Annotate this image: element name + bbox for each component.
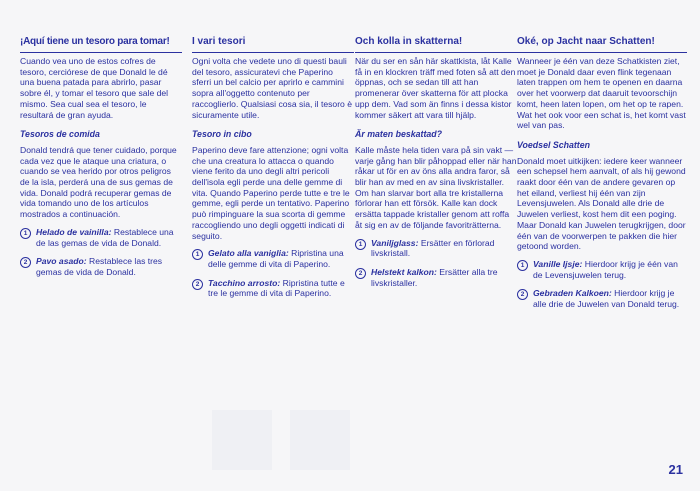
item-description: Ersätter en förlorad livskristall. bbox=[371, 237, 495, 259]
body-paragraph: Donald moet uitkijken: iedere keer wanneer een schepsel hem aanvalt, of als hij gewond raakt door één van de andere gevaren op het eiland, verliest hij één van zijn Levensjuwelen. Als Donald alle drie de Juwelen verliest, kost hem dit een poging. Maar Donald kan Juwelen terugkrijgen, door één van de voorwerpen te pakken die hier getoond worden. bbox=[517, 155, 686, 252]
item-name: Vaniljglass: bbox=[371, 237, 419, 248]
body-paragraph: Donald tendrá que tener cuidado, porque cada vez que le ataque una criatura, o cuando se vea herido por otros peligros de la isla, perderá una de sus gemas de vida. Donald podrá recuperar gemas de vida tomando uno de los artículos mostrados a continuación. bbox=[20, 144, 177, 220]
subheading: Tesoros de comida bbox=[20, 129, 100, 140]
list-item bbox=[192, 278, 354, 299]
column-title: I vari tesori bbox=[192, 36, 354, 53]
column-spanish bbox=[20, 36, 182, 286]
page-number: 21 bbox=[668, 462, 683, 477]
item-number-badge: 2 bbox=[20, 257, 31, 268]
item-number-badge: 2 bbox=[517, 289, 528, 300]
item-description: Restablece una de las gemas de vida de Donald. bbox=[36, 226, 174, 248]
column-italian bbox=[192, 36, 354, 307]
list-item bbox=[20, 227, 182, 248]
item-number-badge: 1 bbox=[355, 239, 366, 250]
item-name: Gebraden Kalkoen: bbox=[533, 288, 612, 299]
item-name: Gelato alla vaniglia: bbox=[208, 248, 289, 259]
item-name: Helado de vainilla: bbox=[36, 226, 112, 237]
item-name: Vanille Ijsje: bbox=[533, 258, 583, 269]
item-name: Tacchino arrosto: bbox=[208, 277, 281, 288]
item-description: Restablece las tres gemas de vida de Donald. bbox=[36, 256, 163, 277]
list-item bbox=[517, 288, 687, 309]
list-item bbox=[355, 238, 517, 259]
intro-paragraph: Wanneer je één van deze Schatkisten ziet, moet je Donald daar even flink tegenaan laten trappen om hem te openen en daarna over het voorwerp dat daaruit tevoorschijn komt, heen laten lopen, om het op te rapen. Wat het ook voor een schat is, het komt vast wel van pas. bbox=[517, 56, 686, 131]
item-number-badge: 2 bbox=[192, 279, 203, 290]
item-description: Hierdoor krijg je alle drie de Juwelen van Donald terug. bbox=[533, 288, 680, 310]
item-number-badge: 2 bbox=[355, 268, 366, 279]
print-shadow bbox=[212, 410, 272, 470]
list-item bbox=[192, 248, 354, 269]
item-number-badge: 1 bbox=[20, 228, 31, 239]
intro-paragraph: Cuando vea uno de estos cofres de tesoro, cerciórese de que Donald le dé una buena patada para abrirlo, pasar sobre él, y tomar el tesoro que sale del mismo. Sea cual sea el tesoro, le resultará de gran ayuda. bbox=[20, 56, 169, 120]
print-shadow bbox=[290, 410, 350, 470]
item-number-badge: 1 bbox=[517, 260, 528, 271]
item-description: Ripristina tutte e tre le gemme di vita di Paperino. bbox=[208, 277, 345, 299]
list-item bbox=[20, 256, 182, 277]
item-number-badge: 1 bbox=[192, 249, 203, 260]
column-dutch bbox=[517, 36, 687, 318]
column-title: ¡Aquí tiene un tesoro para tomar! bbox=[20, 36, 182, 53]
intro-paragraph: När du ser en sån här skattkista, låt Kalle få in en klockren träff med foten så att den öppnas, och se sedan till att han promenerar över skatterna för att plocka upp dem. Vad som än finns i dessa kistor kommer säkert att vara till hjälp. bbox=[355, 56, 516, 120]
item-description: Ripristina una delle gemme di vita di Paperino. bbox=[208, 248, 344, 269]
item-description: Hierdoor krijg je één van de Levensjuwelen terug. bbox=[533, 258, 678, 280]
item-name: Pavo asado: bbox=[36, 256, 87, 267]
body-paragraph: Kalle måste hela tiden vara på sin vakt — varje gång han blir påhoppad eller när han råkar ut för en av öns alla andra faror, så blir han av med en av sina livskristaller. Om han slarvar bort alla tre kristallerna förlorar han ett försök. Kalle kan dock ersätta tappade kristaller genom att roffa åt sig en av de följande favoriträtterna. bbox=[355, 144, 517, 230]
body-paragraph: Paperino deve fare attenzione; ogni volta che una creatura lo attacca o quando viene ferito da uno degli altri pericoli dell'isola egli perde una delle gemme di vita. Quando Paperino perde tutte e tre le gemme, egli perde un tentativo. Paperino può rimpinguare la sua scorta di gemme raccogliendo uno degli oggetti indicati di seguito. bbox=[192, 144, 350, 241]
column-title: Oké, op Jacht naar Schatten! bbox=[517, 36, 687, 53]
list-item bbox=[355, 267, 517, 288]
intro-paragraph: Ogni volta che vedete uno di questi bauli del tesoro, assicuratevi che Paperino sferri un bel calcio per aprirlo e cammini sopra all'oggetto contenuto per raccoglierlo. Qualsiasi cosa sia, il tesoro è sicuramente utile. bbox=[192, 56, 353, 120]
column-title: Och kolla in skatterna! bbox=[355, 36, 517, 53]
item-description: Ersätter alla tre livskristaller. bbox=[371, 266, 498, 288]
item-name: Helstekt kalkon: bbox=[371, 266, 437, 277]
list-item bbox=[517, 259, 687, 280]
subheading: Är maten beskattad? bbox=[355, 129, 443, 140]
column-swedish bbox=[355, 36, 517, 296]
subheading: Voedsel Schatten bbox=[517, 139, 591, 150]
subheading: Tesoro in cibo bbox=[192, 129, 252, 140]
